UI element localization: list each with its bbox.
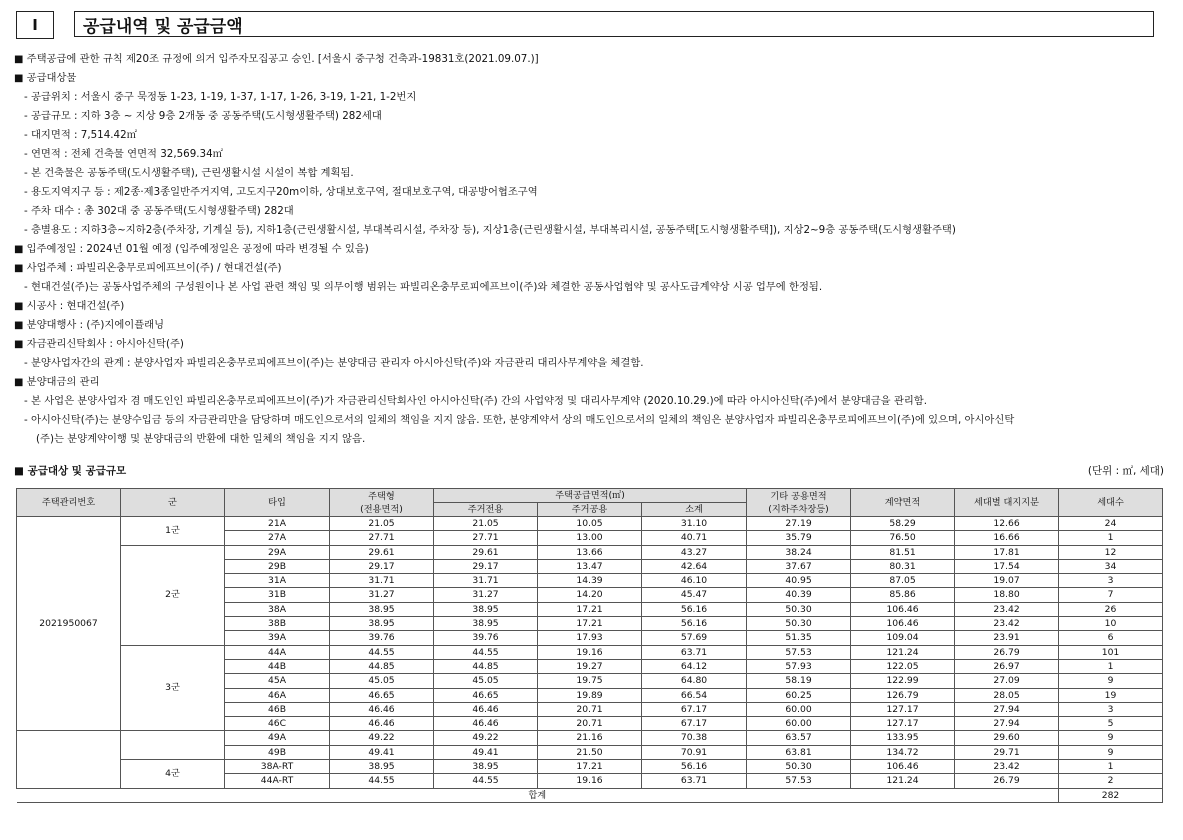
table-cell: 38.95 bbox=[330, 602, 434, 616]
section-number: I bbox=[16, 11, 54, 39]
table-cell: 10.05 bbox=[538, 517, 642, 531]
table-cell: 87.05 bbox=[851, 574, 955, 588]
table-cell: 14.20 bbox=[538, 588, 642, 602]
table-cell: 64.80 bbox=[642, 674, 747, 688]
group-cell: 1군 bbox=[121, 517, 225, 546]
table-cell: 21A bbox=[225, 517, 330, 531]
table-cell: 45.05 bbox=[434, 674, 538, 688]
table-cell: 24 bbox=[1059, 517, 1163, 531]
group-cell: 4군 bbox=[121, 760, 225, 789]
table-cell: 46B bbox=[225, 702, 330, 716]
detail-item: - 공급위치 : 서울시 중구 묵정동 1-23, 1-19, 1-37, 1-17, 1-26, 3-19, 1-21, 1-2번지 bbox=[24, 91, 417, 103]
table-cell: 49.22 bbox=[434, 731, 538, 745]
table-cell: 56.16 bbox=[642, 760, 747, 774]
table-cell: 38.95 bbox=[434, 602, 538, 616]
table-cell: 31.27 bbox=[330, 588, 434, 602]
table-cell: 26.79 bbox=[955, 645, 1059, 659]
table-cell: 81.51 bbox=[851, 545, 955, 559]
table-cell: 122.99 bbox=[851, 674, 955, 688]
table-header-cell: 주택관리번호 bbox=[17, 489, 121, 517]
table-cell: 46.46 bbox=[330, 702, 434, 716]
table-cell: 19.89 bbox=[538, 688, 642, 702]
bullet-item: ■ 분양대금의 관리 bbox=[14, 373, 1169, 392]
table-cell: 127.17 bbox=[851, 702, 955, 716]
table-cell: 38A bbox=[225, 602, 330, 616]
table-cell: 44.55 bbox=[330, 645, 434, 659]
table-cell: 3 bbox=[1059, 702, 1163, 716]
table-cell: 126.79 bbox=[851, 688, 955, 702]
table-cell: 10 bbox=[1059, 617, 1163, 631]
table-cell: 49A bbox=[225, 731, 330, 745]
table-cell: 44A-RT bbox=[225, 774, 330, 788]
table-cell: 6 bbox=[1059, 631, 1163, 645]
table-cell: 76.50 bbox=[851, 531, 955, 545]
table-cell: 46.46 bbox=[330, 717, 434, 731]
table-cell: 63.71 bbox=[642, 645, 747, 659]
unit-label: (단위 : ㎡, 세대) bbox=[1087, 465, 1164, 477]
table-cell: 106.46 bbox=[851, 617, 955, 631]
table-row bbox=[17, 760, 1163, 774]
table-cell: 50.30 bbox=[747, 760, 851, 774]
table-cell: 1 bbox=[1059, 659, 1163, 673]
table-cell: 44.85 bbox=[434, 659, 538, 673]
detail-item: - 층별용도 : 지하3층~지하2층(주차장, 기계실 등), 지하1층(근린생활시설, 부대복리시설, 주차장 등), 지상1층(근린생활시설, 부대복리시설, 공동주택[도시형생활주택]), 지상2~9층 공동주택(도시형생활주택) bbox=[24, 224, 956, 236]
table-header-cell: 주거공용 bbox=[538, 503, 642, 517]
table-cell: 16.66 bbox=[955, 531, 1059, 545]
table-cell: 133.95 bbox=[851, 731, 955, 745]
detail-item: - 분양사업자간의 관계 : 분양사업자 파빌리온충무로피에프브이(주)는 분양대금 관리자 아시아신탁(주)와 자금관리 대리사무계약을 체결함. bbox=[24, 357, 644, 369]
table-cell: 9 bbox=[1059, 731, 1163, 745]
table-cell: 50.30 bbox=[747, 602, 851, 616]
detail-item: - 본 건축물은 공동주택(도시생활주택), 근린생활시설 시설이 복합 계획됨. bbox=[24, 167, 354, 179]
table-cell: 56.16 bbox=[642, 617, 747, 631]
bullet-item: ■ 자금관리신탁회사 : 아시아신탁(주) bbox=[14, 335, 1169, 354]
table-cell: 44A bbox=[225, 645, 330, 659]
table-cell: 38.24 bbox=[747, 545, 851, 559]
table-cell: 58.19 bbox=[747, 674, 851, 688]
table-cell: 67.17 bbox=[642, 717, 747, 731]
bullet-item: ■ 입주예정일 : 2024년 01월 예정 (입주예정일은 공정에 따라 변경될 수 있음) bbox=[14, 240, 1169, 259]
table-cell: 19.16 bbox=[538, 774, 642, 788]
section-title: 공급내역 및 공급금액 bbox=[74, 11, 1154, 37]
table-cell: 31.27 bbox=[434, 588, 538, 602]
table-cell: 46.65 bbox=[434, 688, 538, 702]
detail-item: - 아시아신탁(주)는 분양수입금 등의 자금관리만을 담당하며 매도인으로서의 일체의 책임을 지지 않음. 또한, 분양계약서 상의 매도인으로서의 일체의 책임은 분양사업자 파빌리온충무로피에프브이(주)에 있으며, 아시아신탁 bbox=[24, 414, 1015, 426]
detail-item: - 본 사업은 분양사업자 겸 매도인인 파빌리온충무로피에프브이(주)가 자금관리신탁회사인 아시아신탁(주) 간의 사업약정 및 대리사무계약 (2020.10.29.)에 따라 아시아신탁(주)에서 분양대금을 관리함. bbox=[24, 395, 928, 407]
table-cell: 19.07 bbox=[955, 574, 1059, 588]
table-header-cell: 세대수 bbox=[1059, 489, 1163, 517]
table-row bbox=[17, 731, 1163, 745]
bullet-item: ■ 공급대상물 bbox=[14, 69, 1169, 88]
table-cell: 121.24 bbox=[851, 774, 955, 788]
total-units: 282 bbox=[1059, 788, 1163, 802]
table-cell: 27.71 bbox=[434, 531, 538, 545]
table-cell: 80.31 bbox=[851, 559, 955, 573]
table-cell: 50.30 bbox=[747, 617, 851, 631]
table-cell: 21.05 bbox=[330, 517, 434, 531]
table-cell: 57.53 bbox=[747, 645, 851, 659]
table-cell: 17.21 bbox=[538, 760, 642, 774]
table-cell: 57.53 bbox=[747, 774, 851, 788]
table-cell: 44.55 bbox=[330, 774, 434, 788]
table-cell: 26 bbox=[1059, 602, 1163, 616]
table-row bbox=[17, 545, 1163, 559]
detail-item: - 대지면적 : 7,514.42㎡ bbox=[24, 129, 137, 141]
table-cell: 29.61 bbox=[434, 545, 538, 559]
table-cell: 101 bbox=[1059, 645, 1163, 659]
table-cell: 38A-RT bbox=[225, 760, 330, 774]
table-cell: 57.93 bbox=[747, 659, 851, 673]
table-cell: 45.05 bbox=[330, 674, 434, 688]
section-header bbox=[16, 11, 1154, 39]
table-cell: 21.05 bbox=[434, 517, 538, 531]
table-cell: 38.95 bbox=[434, 617, 538, 631]
table-cell: 1 bbox=[1059, 531, 1163, 545]
total-label: 합계 bbox=[17, 788, 1059, 802]
table-cell: 31.71 bbox=[330, 574, 434, 588]
table-cell: 28.05 bbox=[955, 688, 1059, 702]
table-cell: 56.16 bbox=[642, 602, 747, 616]
table-cell: 109.04 bbox=[851, 631, 955, 645]
table-cell: 17.81 bbox=[955, 545, 1059, 559]
table-cell: 38B bbox=[225, 617, 330, 631]
table-cell: 27.09 bbox=[955, 674, 1059, 688]
table-cell: 23.42 bbox=[955, 602, 1059, 616]
group-cell: 3군 bbox=[121, 645, 225, 731]
bullet-item: ■ 사업주체 : 파빌리온충무로피에프브이(주) / 현대건설(주) bbox=[14, 259, 1169, 278]
table-cell: 23.91 bbox=[955, 631, 1059, 645]
table-cell: 7 bbox=[1059, 588, 1163, 602]
detail-item: - 공급규모 : 지하 3층 ~ 지상 9층 2개동 중 공동주택(도시형생활주택) 282세대 bbox=[24, 110, 382, 122]
table-cell: 46A bbox=[225, 688, 330, 702]
table-cell: 46.46 bbox=[434, 702, 538, 716]
table-cell: 29.61 bbox=[330, 545, 434, 559]
table-cell: 60.25 bbox=[747, 688, 851, 702]
table-cell: 63.71 bbox=[642, 774, 747, 788]
table-cell: 40.71 bbox=[642, 531, 747, 545]
table-cell: 19.75 bbox=[538, 674, 642, 688]
table-row bbox=[17, 645, 1163, 659]
table-cell: 38.95 bbox=[330, 617, 434, 631]
table-cell: 66.54 bbox=[642, 688, 747, 702]
table-cell: 19.16 bbox=[538, 645, 642, 659]
table-cell: 85.86 bbox=[851, 588, 955, 602]
table-cell: 17.21 bbox=[538, 602, 642, 616]
detail-item: - 주차 대수 : 총 302대 중 공동주택(도시형생활주택) 282대 bbox=[24, 205, 294, 217]
table-cell: 20.71 bbox=[538, 717, 642, 731]
table-header-cell: 군 bbox=[121, 489, 225, 517]
table-cell: 29B bbox=[225, 559, 330, 573]
table-cell: 38.95 bbox=[330, 760, 434, 774]
table-cell: 26.97 bbox=[955, 659, 1059, 673]
table-header-cell: 소계 bbox=[642, 503, 747, 517]
table-header-cell: 세대별 대지지분 bbox=[955, 489, 1059, 517]
table-cell: 44.85 bbox=[330, 659, 434, 673]
table-cell: 46.65 bbox=[330, 688, 434, 702]
table-cell: 57.69 bbox=[642, 631, 747, 645]
table-cell: 106.46 bbox=[851, 760, 955, 774]
notice-body bbox=[14, 50, 1169, 449]
table-section-title: ■ 공급대상 및 공급규모 bbox=[14, 463, 126, 478]
table-row bbox=[17, 517, 1163, 531]
table-cell: 122.05 bbox=[851, 659, 955, 673]
table-cell: 5 bbox=[1059, 717, 1163, 731]
table-cell: 37.67 bbox=[747, 559, 851, 573]
detail-item: - 용도지역지구 등 : 제2종·제3종일반주거지역, 고도지구20m이하, 상대보호구역, 절대보호구역, 대공방어협조구역 bbox=[24, 186, 538, 198]
bullet-item: ■ 주택공급에 관한 규칙 제20조 규정에 의거 입주자모집공고 승인. [서울시 중구청 건축과-19831호(2021.09.07.)] bbox=[14, 50, 1169, 69]
table-cell: 3 bbox=[1059, 574, 1163, 588]
table-header-cell: 계약면적 bbox=[851, 489, 955, 517]
table-cell: 63.81 bbox=[747, 745, 851, 759]
table-cell: 46C bbox=[225, 717, 330, 731]
table-cell: 39.76 bbox=[330, 631, 434, 645]
table-cell: 46.10 bbox=[642, 574, 747, 588]
table-cell: 26.79 bbox=[955, 774, 1059, 788]
table-cell: 70.91 bbox=[642, 745, 747, 759]
table-cell: 34 bbox=[1059, 559, 1163, 573]
table-cell: 70.38 bbox=[642, 731, 747, 745]
table-cell: 27A bbox=[225, 531, 330, 545]
table-cell: 17.21 bbox=[538, 617, 642, 631]
table-cell: 127.17 bbox=[851, 717, 955, 731]
table-cell: 21.16 bbox=[538, 731, 642, 745]
table-cell: 106.46 bbox=[851, 602, 955, 616]
group-cell: 2군 bbox=[121, 545, 225, 645]
table-cell: 29A bbox=[225, 545, 330, 559]
mgmt-no-cell: 2021950067 bbox=[17, 517, 121, 731]
table-cell: 1 bbox=[1059, 760, 1163, 774]
table-cell: 12.66 bbox=[955, 517, 1059, 531]
table-cell: 13.66 bbox=[538, 545, 642, 559]
table-cell: 67.17 bbox=[642, 702, 747, 716]
table-cell: 13.47 bbox=[538, 559, 642, 573]
table-cell: 63.57 bbox=[747, 731, 851, 745]
table-cell: 46.46 bbox=[434, 717, 538, 731]
bullet-item: ■ 분양대행사 : (주)지에이플래닝 bbox=[14, 316, 1169, 335]
table-cell: 19 bbox=[1059, 688, 1163, 702]
table-cell: 51.35 bbox=[747, 631, 851, 645]
table-cell: 60.00 bbox=[747, 717, 851, 731]
table-cell: 42.64 bbox=[642, 559, 747, 573]
table-cell: 31.71 bbox=[434, 574, 538, 588]
bullet-item: ■ 시공사 : 현대건설(주) bbox=[14, 297, 1169, 316]
total-row bbox=[17, 788, 1163, 802]
supply-table bbox=[16, 488, 1163, 803]
table-section-header bbox=[14, 463, 1164, 478]
table-cell: 45.47 bbox=[642, 588, 747, 602]
table-cell: 29.71 bbox=[955, 745, 1059, 759]
table-cell: 9 bbox=[1059, 745, 1163, 759]
table-cell: 31A bbox=[225, 574, 330, 588]
detail-item: (주)는 분양계약이행 및 분양대금의 반환에 대한 일체의 책임을 지지 않음. bbox=[36, 433, 366, 445]
table-cell: 58.29 bbox=[851, 517, 955, 531]
table-cell: 12 bbox=[1059, 545, 1163, 559]
group-empty-cell bbox=[121, 731, 225, 760]
table-cell: 21.50 bbox=[538, 745, 642, 759]
table-header-cell: 타입 bbox=[225, 489, 330, 517]
table-cell: 19.27 bbox=[538, 659, 642, 673]
mgmt-no-empty-cell bbox=[17, 731, 121, 788]
table-cell: 60.00 bbox=[747, 702, 851, 716]
table-cell: 27.94 bbox=[955, 702, 1059, 716]
table-cell: 40.95 bbox=[747, 574, 851, 588]
table-cell: 27.94 bbox=[955, 717, 1059, 731]
table-cell: 38.95 bbox=[434, 760, 538, 774]
table-cell: 43.27 bbox=[642, 545, 747, 559]
table-cell: 14.39 bbox=[538, 574, 642, 588]
table-cell: 20.71 bbox=[538, 702, 642, 716]
table-cell: 2 bbox=[1059, 774, 1163, 788]
table-cell: 31B bbox=[225, 588, 330, 602]
table-cell: 29.60 bbox=[955, 731, 1059, 745]
table-cell: 23.42 bbox=[955, 760, 1059, 774]
table-cell: 45A bbox=[225, 674, 330, 688]
table-cell: 121.24 bbox=[851, 645, 955, 659]
table-cell: 13.00 bbox=[538, 531, 642, 545]
table-cell: 35.79 bbox=[747, 531, 851, 545]
table-cell: 64.12 bbox=[642, 659, 747, 673]
table-cell: 27.19 bbox=[747, 517, 851, 531]
table-cell: 23.42 bbox=[955, 617, 1059, 631]
table-cell: 49.41 bbox=[434, 745, 538, 759]
table-cell: 44B bbox=[225, 659, 330, 673]
table-cell: 29.17 bbox=[330, 559, 434, 573]
table-cell: 9 bbox=[1059, 674, 1163, 688]
table-cell: 17.54 bbox=[955, 559, 1059, 573]
table-header-cell: 주택공급면적(㎡) bbox=[434, 489, 747, 503]
table-header-cell: 기타 공용면적 (지하주차장등) bbox=[747, 489, 851, 517]
detail-item: - 현대건설(주)는 공동사업주체의 구성원이나 본 사업 관련 책임 및 의무이행 범위는 파빌리온충무로피에프브이(주)와 체결한 공동사업협약 및 공사도급계약상 시공 업무에 한정됨. bbox=[24, 281, 823, 293]
table-header-cell: 주거전용 bbox=[434, 503, 538, 517]
table-cell: 29.17 bbox=[434, 559, 538, 573]
table-header-cell: 주택형 (전용면적) bbox=[330, 489, 434, 517]
table-cell: 18.80 bbox=[955, 588, 1059, 602]
table-cell: 31.10 bbox=[642, 517, 747, 531]
table-cell: 27.71 bbox=[330, 531, 434, 545]
table-cell: 44.55 bbox=[434, 774, 538, 788]
table-cell: 17.93 bbox=[538, 631, 642, 645]
detail-item: - 연면적 : 전체 건축물 연면적 32,569.34㎡ bbox=[24, 148, 223, 160]
table-cell: 49.22 bbox=[330, 731, 434, 745]
table-cell: 49B bbox=[225, 745, 330, 759]
table-cell: 44.55 bbox=[434, 645, 538, 659]
table-cell: 40.39 bbox=[747, 588, 851, 602]
table-cell: 39.76 bbox=[434, 631, 538, 645]
table-cell: 39A bbox=[225, 631, 330, 645]
table-cell: 49.41 bbox=[330, 745, 434, 759]
table-cell: 134.72 bbox=[851, 745, 955, 759]
